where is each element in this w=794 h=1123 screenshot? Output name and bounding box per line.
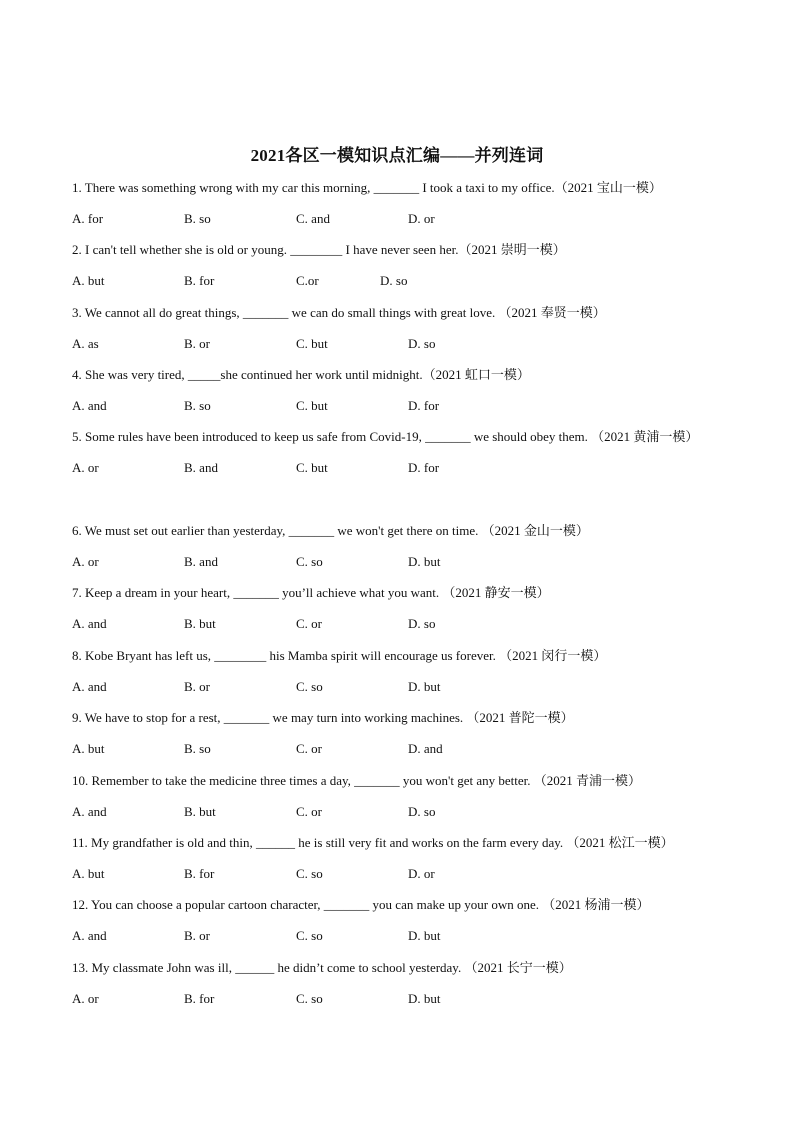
option-d: D. for bbox=[408, 460, 440, 475]
question-8 bbox=[72, 640, 732, 702]
question-9 bbox=[72, 702, 732, 764]
option-d: D. but bbox=[408, 679, 441, 694]
option-c: C. but bbox=[296, 398, 328, 413]
question-options bbox=[72, 608, 732, 639]
option-b: B. so bbox=[184, 211, 211, 226]
option-c: C. but bbox=[296, 336, 328, 351]
option-d: D. so bbox=[380, 273, 408, 288]
option-b: B. for bbox=[184, 866, 215, 881]
option-d: D. for bbox=[408, 398, 440, 413]
option-d: D. but bbox=[408, 991, 441, 1006]
question-7 bbox=[72, 577, 732, 639]
option-b: B. for bbox=[184, 991, 215, 1006]
option-a: A. and bbox=[72, 679, 107, 694]
option-d: D. so bbox=[408, 616, 436, 631]
option-b: B. or bbox=[184, 928, 210, 943]
question-13 bbox=[72, 952, 732, 1014]
question-stem: 7. Keep a dream in your heart, _______ you’ll achieve what you want. （2021 静安一模） bbox=[72, 585, 550, 600]
option-d: D. and bbox=[408, 741, 443, 756]
option-a: A. and bbox=[72, 928, 107, 943]
option-a: A. and bbox=[72, 616, 107, 631]
question-3 bbox=[72, 297, 732, 359]
question-6 bbox=[72, 515, 732, 577]
question-options bbox=[72, 858, 732, 889]
option-a: A. but bbox=[72, 741, 105, 756]
question-options bbox=[72, 328, 732, 359]
question-stem: 11. My grandfather is old and thin, ______ he is still very fit and works on the farm every day. （2021 松江一模） bbox=[72, 835, 674, 850]
option-d: D. or bbox=[408, 211, 435, 226]
option-a: A. as bbox=[72, 336, 99, 351]
question-stem: 13. My classmate John was ill, ______ he didn’t come to school yesterday. （2021 长宁一模） bbox=[72, 960, 572, 975]
option-b: B. but bbox=[184, 616, 216, 631]
option-c: C. and bbox=[296, 211, 330, 226]
option-c: C. so bbox=[296, 866, 323, 881]
option-b: B. or bbox=[184, 336, 210, 351]
question-options bbox=[72, 671, 732, 702]
option-d: D. but bbox=[408, 554, 441, 569]
option-c: C. so bbox=[296, 679, 323, 694]
option-d: D. so bbox=[408, 804, 436, 819]
question-options bbox=[72, 390, 732, 421]
question-stem: 12. You can choose a popular cartoon character, _______ you can make up your own one. （2021 杨浦一模） bbox=[72, 897, 650, 912]
option-b: B. and bbox=[184, 554, 218, 569]
option-c: C. but bbox=[296, 460, 328, 475]
question-1 bbox=[72, 172, 732, 234]
option-b: B. but bbox=[184, 804, 216, 819]
question-options bbox=[72, 920, 732, 951]
question-4 bbox=[72, 359, 732, 421]
option-c: C. so bbox=[296, 928, 323, 943]
question-stem: 2. I can't tell whether she is old or young. ________ I have never seen her.（2021 崇明一模） bbox=[72, 242, 566, 257]
option-c: C. or bbox=[296, 616, 322, 631]
question-stem: 9. We have to stop for a rest, _______ we may turn into working machines. （2021 普陀一模） bbox=[72, 710, 574, 725]
question-stem: 1. There was something wrong with my car this morning, _______ I took a taxi to my office.（2021 宝山一模） bbox=[72, 180, 662, 195]
question-options bbox=[72, 203, 732, 234]
option-c: C. so bbox=[296, 991, 323, 1006]
option-a: A. for bbox=[72, 211, 104, 226]
option-d: D. so bbox=[408, 336, 436, 351]
option-a: A. or bbox=[72, 991, 99, 1006]
question-2 bbox=[72, 234, 732, 296]
option-c: C. or bbox=[296, 804, 322, 819]
option-a: A. but bbox=[72, 866, 105, 881]
option-c: C.or bbox=[296, 273, 319, 288]
question-options bbox=[72, 452, 732, 483]
option-c: C. or bbox=[296, 741, 322, 756]
question-options bbox=[72, 983, 732, 1014]
option-a: A. but bbox=[72, 273, 105, 288]
option-a: A. and bbox=[72, 398, 107, 413]
option-d: D. but bbox=[408, 928, 441, 943]
question-options bbox=[72, 265, 732, 296]
option-c: C. so bbox=[296, 554, 323, 569]
question-10 bbox=[72, 765, 732, 827]
option-b: B. so bbox=[184, 398, 211, 413]
question-12 bbox=[72, 889, 732, 951]
question-11 bbox=[72, 827, 732, 889]
question-options bbox=[72, 733, 732, 764]
option-b: B. and bbox=[184, 460, 218, 475]
option-a: A. and bbox=[72, 804, 107, 819]
option-a: A. or bbox=[72, 554, 99, 569]
question-stem: 10. Remember to take the medicine three times a day, _______ you won't get any better. （2021 青浦一模） bbox=[72, 773, 642, 788]
option-b: B. so bbox=[184, 741, 211, 756]
question-options bbox=[72, 796, 732, 827]
page-title: 2021各区一模知识点汇编——并列连词 bbox=[250, 146, 544, 165]
option-b: B. or bbox=[184, 679, 210, 694]
option-d: D. or bbox=[408, 866, 435, 881]
question-5 bbox=[72, 421, 732, 483]
question-stem: 6. We must set out earlier than yesterday, _______ we won't get there on time. （2021 金山一模） bbox=[72, 523, 589, 538]
question-stem: 4. She was very tired, _____she continued her work until midnight.（2021 虹口一模） bbox=[72, 367, 530, 382]
option-a: A. or bbox=[72, 460, 99, 475]
question-stem: 3. We cannot all do great things, _______ we can do small things with great love. （2021 奉贤一模） bbox=[72, 305, 606, 320]
option-b: B. for bbox=[184, 273, 215, 288]
question-options bbox=[72, 546, 732, 577]
question-stem: 5. Some rules have been introduced to keep us safe from Covid-19, _______ we should obey them. （2021 黄浦一模） bbox=[72, 429, 699, 444]
question-stem: 8. Kobe Bryant has left us, ________ his Mamba spirit will encourage us forever. （2021 闵行一模） bbox=[72, 648, 607, 663]
